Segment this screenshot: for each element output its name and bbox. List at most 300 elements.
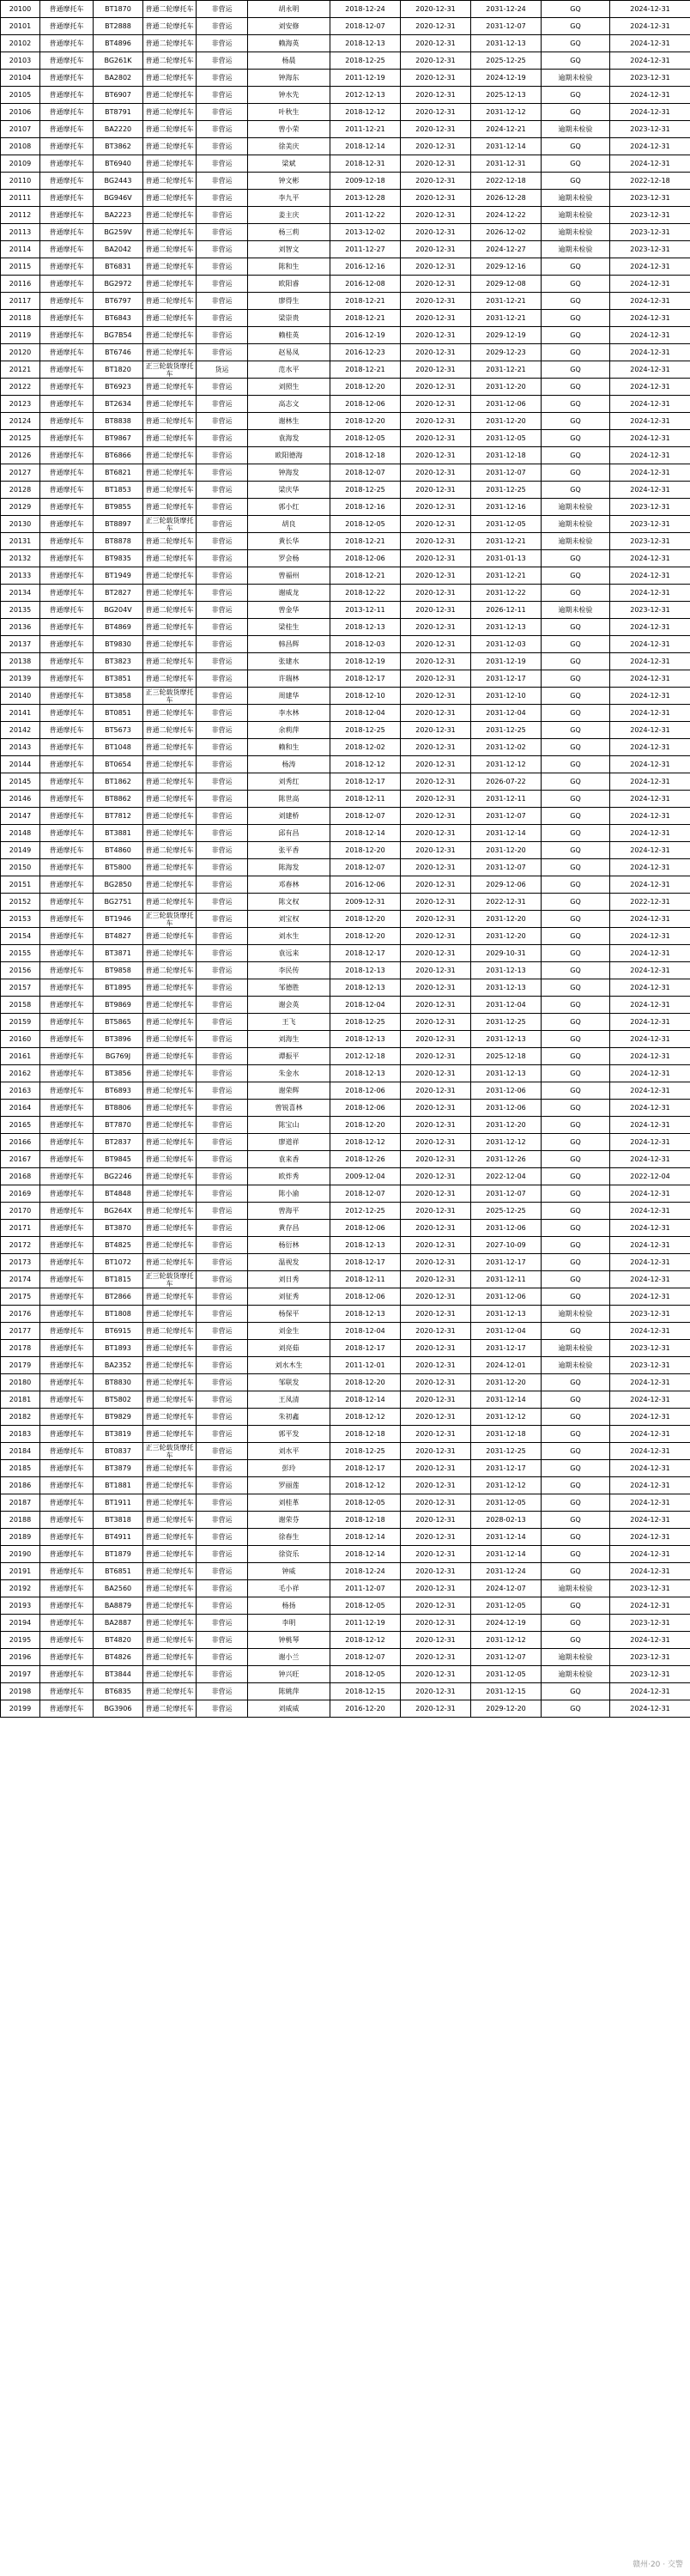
table-row — [1, 636, 690, 653]
vehicle-category-cell: 普通摩托车 — [40, 808, 94, 825]
vehicle-type-cell: 正三轮载货摩托车 — [143, 1443, 197, 1460]
vehicle-category-cell: 普通摩托车 — [40, 1391, 94, 1409]
inspection-date-cell: 2020-12-31 — [401, 1254, 471, 1271]
plate-number-cell: BT9867 — [94, 430, 143, 447]
table-row — [1, 739, 690, 756]
scrap-date-cell: 2031-12-20 — [471, 379, 542, 396]
valid-until-cell: 2024-12-31 — [610, 1683, 690, 1700]
vehicle-category-cell: 普通摩托车 — [40, 670, 94, 688]
vehicle-category-cell: 普通摩托车 — [40, 224, 94, 241]
status-cell: GQ — [542, 1374, 610, 1391]
inspection-date-cell: 2020-12-31 — [401, 739, 471, 756]
scrap-date-cell: 2031-12-12 — [471, 1409, 542, 1426]
vehicle-category-cell: 普通摩托车 — [40, 1271, 94, 1288]
valid-until-cell: 2023-12-31 — [610, 207, 690, 224]
registration-date-cell: 2012-12-18 — [330, 1048, 401, 1065]
usage-nature-cell: 非营运 — [197, 104, 248, 121]
plate-number-cell: BT3856 — [94, 1065, 143, 1082]
vehicle-type-cell: 普通二轮摩托车 — [143, 482, 197, 499]
vehicle-category-cell: 普通摩托车 — [40, 1563, 94, 1580]
status-cell: 逾期未检验 — [542, 1357, 610, 1374]
vehicle-category-cell: 普通摩托车 — [40, 1117, 94, 1134]
table-row — [1, 1151, 690, 1168]
table-row — [1, 430, 690, 447]
usage-nature-cell: 非营运 — [197, 1237, 248, 1254]
inspection-date-cell: 2020-12-31 — [401, 550, 471, 567]
registration-date-cell: 2018-12-13 — [330, 35, 401, 52]
row-number-cell: 20135 — [1, 602, 40, 619]
owner-name-cell: 钟威 — [248, 1563, 330, 1580]
plate-number-cell: BG264X — [94, 1203, 143, 1220]
vehicle-type-cell: 普通二轮摩托车 — [143, 87, 197, 104]
valid-until-cell: 2024-12-31 — [610, 1426, 690, 1443]
table-row — [1, 1, 690, 18]
usage-nature-cell: 货运 — [197, 361, 248, 379]
inspection-date-cell: 2020-12-31 — [401, 1014, 471, 1031]
scrap-date-cell: 2028-02-13 — [471, 1512, 542, 1529]
table-row — [1, 791, 690, 808]
vehicle-type-cell: 普通二轮摩托车 — [143, 1, 197, 18]
owner-name-cell: 陈宝山 — [248, 1117, 330, 1134]
plate-number-cell: BT3871 — [94, 945, 143, 962]
scrap-date-cell: 2031-12-06 — [471, 396, 542, 413]
inspection-date-cell: 2020-12-31 — [401, 1374, 471, 1391]
owner-name-cell: 陈和生 — [248, 258, 330, 276]
registration-date-cell: 2011-12-19 — [330, 70, 401, 87]
status-cell: GQ — [542, 1185, 610, 1203]
vehicle-category-cell: 普通摩托车 — [40, 1031, 94, 1048]
owner-name-cell: 许瑞林 — [248, 670, 330, 688]
inspection-date-cell: 2020-12-31 — [401, 1632, 471, 1649]
vehicle-category-cell: 普通摩托车 — [40, 1220, 94, 1237]
table-row — [1, 928, 690, 945]
valid-until-cell: 2024-12-31 — [610, 997, 690, 1014]
usage-nature-cell: 非营运 — [197, 962, 248, 979]
vehicle-category-cell: 普通摩托车 — [40, 190, 94, 207]
usage-nature-cell: 非营运 — [197, 344, 248, 361]
owner-name-cell: 刘建桥 — [248, 808, 330, 825]
vehicle-category-cell: 普通摩托车 — [40, 327, 94, 344]
usage-nature-cell: 非营运 — [197, 70, 248, 87]
inspection-date-cell: 2020-12-31 — [401, 808, 471, 825]
table-row — [1, 18, 690, 35]
owner-name-cell: 刘海生 — [248, 1031, 330, 1048]
vehicle-category-cell: 普通摩托车 — [40, 1134, 94, 1151]
vehicle-category-cell: 普通摩托车 — [40, 293, 94, 310]
registration-date-cell: 2018-12-20 — [330, 379, 401, 396]
plate-number-cell: BT0654 — [94, 756, 143, 773]
registration-date-cell: 2018-12-06 — [330, 1288, 401, 1306]
usage-nature-cell: 非营运 — [197, 928, 248, 945]
row-number-cell: 20149 — [1, 842, 40, 859]
table-row — [1, 1683, 690, 1700]
scrap-date-cell: 2031-12-07 — [471, 18, 542, 35]
scrap-date-cell: 2031-01-13 — [471, 550, 542, 567]
plate-number-cell: BT3818 — [94, 1512, 143, 1529]
usage-nature-cell: 非营运 — [197, 293, 248, 310]
inspection-date-cell: 2020-12-31 — [401, 430, 471, 447]
owner-name-cell: 黄存昌 — [248, 1220, 330, 1237]
row-number-cell: 20107 — [1, 121, 40, 138]
vehicle-type-cell: 普通二轮摩托车 — [143, 636, 197, 653]
vehicle-category-cell: 普通摩托车 — [40, 361, 94, 379]
owner-name-cell: 陈姚萍 — [248, 1683, 330, 1700]
vehicle-type-cell: 普通二轮摩托车 — [143, 653, 197, 670]
table-row — [1, 1597, 690, 1615]
usage-nature-cell: 非营运 — [197, 155, 248, 173]
vehicle-category-cell: 普通摩托车 — [40, 928, 94, 945]
usage-nature-cell: 非营运 — [197, 842, 248, 859]
registration-date-cell: 2013-12-28 — [330, 190, 401, 207]
inspection-date-cell: 2020-12-31 — [401, 1357, 471, 1374]
inspection-date-cell: 2020-12-31 — [401, 1031, 471, 1048]
registration-date-cell: 2018-12-05 — [330, 430, 401, 447]
usage-nature-cell: 非营运 — [197, 1391, 248, 1409]
registration-date-cell: 2018-12-21 — [330, 293, 401, 310]
row-number-cell: 20121 — [1, 361, 40, 379]
registration-date-cell: 2018-12-20 — [330, 842, 401, 859]
valid-until-cell: 2024-12-31 — [610, 1082, 690, 1100]
valid-until-cell: 2024-12-31 — [610, 344, 690, 361]
valid-until-cell: 2024-12-31 — [610, 1374, 690, 1391]
vehicle-type-cell: 正三轮载货摩托车 — [143, 516, 197, 533]
registration-date-cell: 2018-12-12 — [330, 1409, 401, 1426]
status-cell: GQ — [542, 310, 610, 327]
inspection-date-cell: 2020-12-31 — [401, 361, 471, 379]
status-cell: GQ — [542, 1100, 610, 1117]
scrap-date-cell: 2024-12-27 — [471, 241, 542, 258]
inspection-date-cell: 2020-12-31 — [401, 1477, 471, 1494]
plate-number-cell: BT3858 — [94, 688, 143, 705]
scrap-date-cell: 2031-12-13 — [471, 1306, 542, 1323]
row-number-cell: 20193 — [1, 1597, 40, 1615]
table-row — [1, 670, 690, 688]
table-row — [1, 1014, 690, 1031]
plate-number-cell: BT6843 — [94, 310, 143, 327]
scrap-date-cell: 2031-12-17 — [471, 1460, 542, 1477]
registration-date-cell: 2018-12-18 — [330, 447, 401, 464]
plate-number-cell: BT3881 — [94, 825, 143, 842]
plate-number-cell: BT6746 — [94, 344, 143, 361]
usage-nature-cell: 非营运 — [197, 52, 248, 70]
plate-number-cell: BT4896 — [94, 35, 143, 52]
registration-date-cell: 2013-12-02 — [330, 224, 401, 241]
usage-nature-cell: 非营运 — [197, 1271, 248, 1288]
inspection-date-cell: 2020-12-31 — [401, 482, 471, 499]
valid-until-cell: 2024-12-31 — [610, 1031, 690, 1048]
usage-nature-cell: 非营运 — [197, 1306, 248, 1323]
owner-name-cell: 胡良 — [248, 516, 330, 533]
valid-until-cell: 2024-12-31 — [610, 1, 690, 18]
owner-name-cell: 朱初鑫 — [248, 1409, 330, 1426]
status-cell: GQ — [542, 636, 610, 653]
table-row — [1, 808, 690, 825]
owner-name-cell: 曾小荣 — [248, 121, 330, 138]
valid-until-cell: 2023-12-31 — [610, 190, 690, 207]
vehicle-category-cell: 普通摩托车 — [40, 396, 94, 413]
table-row — [1, 207, 690, 224]
inspection-date-cell: 2020-12-31 — [401, 619, 471, 636]
scrap-date-cell: 2029-12-08 — [471, 276, 542, 293]
vehicle-type-cell: 普通二轮摩托车 — [143, 842, 197, 859]
row-number-cell: 20168 — [1, 1168, 40, 1185]
vehicle-category-cell: 普通摩托车 — [40, 1512, 94, 1529]
valid-until-cell: 2024-12-31 — [610, 550, 690, 567]
valid-until-cell: 2022-12-31 — [610, 894, 690, 911]
registration-date-cell: 2018-12-16 — [330, 499, 401, 516]
status-cell: GQ — [542, 1443, 610, 1460]
scrap-date-cell: 2031-12-20 — [471, 1117, 542, 1134]
valid-until-cell: 2023-12-31 — [610, 224, 690, 241]
vehicle-type-cell: 普通二轮摩托车 — [143, 602, 197, 619]
usage-nature-cell: 非营运 — [197, 997, 248, 1014]
registration-date-cell: 2018-12-10 — [330, 688, 401, 705]
usage-nature-cell: 非营运 — [197, 173, 248, 190]
registration-date-cell: 2018-12-17 — [330, 1340, 401, 1357]
vehicle-category-cell: 普通摩托车 — [40, 722, 94, 739]
usage-nature-cell: 非营运 — [197, 705, 248, 722]
owner-name-cell: 刘金生 — [248, 1323, 330, 1340]
scrap-date-cell: 2031-12-25 — [471, 1443, 542, 1460]
vehicle-type-cell: 正三轮载货摩托车 — [143, 911, 197, 928]
usage-nature-cell: 非营运 — [197, 190, 248, 207]
usage-nature-cell: 非营运 — [197, 688, 248, 705]
owner-name-cell: 赵易凤 — [248, 344, 330, 361]
registration-date-cell: 2013-12-11 — [330, 602, 401, 619]
plate-number-cell: BT2634 — [94, 396, 143, 413]
vehicle-type-cell: 普通二轮摩托车 — [143, 276, 197, 293]
inspection-date-cell: 2020-12-31 — [401, 293, 471, 310]
row-number-cell: 20181 — [1, 1391, 40, 1409]
row-number-cell: 20106 — [1, 104, 40, 121]
plate-number-cell: BT6893 — [94, 1082, 143, 1100]
plate-number-cell: BT3862 — [94, 138, 143, 155]
usage-nature-cell: 非营运 — [197, 602, 248, 619]
valid-until-cell: 2024-12-31 — [610, 1546, 690, 1563]
status-cell: GQ — [542, 962, 610, 979]
plate-number-cell: BT4827 — [94, 928, 143, 945]
row-number-cell: 20125 — [1, 430, 40, 447]
table-row — [1, 1512, 690, 1529]
valid-until-cell: 2024-12-31 — [610, 756, 690, 773]
usage-nature-cell: 非营运 — [197, 447, 248, 464]
scrap-date-cell: 2031-12-21 — [471, 361, 542, 379]
owner-name-cell: 徐资乐 — [248, 1546, 330, 1563]
vehicle-type-cell: 普通二轮摩托车 — [143, 121, 197, 138]
vehicle-type-cell: 普通二轮摩托车 — [143, 70, 197, 87]
table-row — [1, 516, 690, 533]
owner-name-cell: 赖桂英 — [248, 327, 330, 344]
vehicle-category-cell: 普通摩托车 — [40, 1649, 94, 1666]
owner-name-cell: 曾锐喜林 — [248, 1100, 330, 1117]
valid-until-cell: 2023-12-31 — [610, 1666, 690, 1683]
status-cell: GQ — [542, 1683, 610, 1700]
vehicle-type-cell: 普通二轮摩托车 — [143, 1082, 197, 1100]
valid-until-cell: 2024-12-31 — [610, 688, 690, 705]
status-cell: GQ — [542, 619, 610, 636]
vehicle-type-cell: 普通二轮摩托车 — [143, 1546, 197, 1563]
usage-nature-cell: 非营运 — [197, 533, 248, 550]
scrap-date-cell: 2031-12-06 — [471, 1082, 542, 1100]
owner-name-cell: 杨保平 — [248, 1306, 330, 1323]
inspection-date-cell: 2020-12-31 — [401, 1288, 471, 1306]
status-cell: GQ — [542, 276, 610, 293]
registration-date-cell: 2018-12-07 — [330, 18, 401, 35]
vehicle-type-cell: 普通二轮摩托车 — [143, 1220, 197, 1237]
vehicle-type-cell: 普通二轮摩托车 — [143, 1340, 197, 1357]
row-number-cell: 20146 — [1, 791, 40, 808]
valid-until-cell: 2024-12-31 — [610, 1323, 690, 1340]
table-row — [1, 1185, 690, 1203]
registration-date-cell: 2018-12-14 — [330, 1546, 401, 1563]
table-row — [1, 567, 690, 585]
status-cell: GQ — [542, 1546, 610, 1563]
plate-number-cell: BT9855 — [94, 499, 143, 516]
status-cell: GQ — [542, 550, 610, 567]
table-row — [1, 379, 690, 396]
inspection-date-cell: 2020-12-31 — [401, 945, 471, 962]
table-row — [1, 722, 690, 739]
vehicle-category-cell: 普通摩托车 — [40, 1306, 94, 1323]
table-row — [1, 1203, 690, 1220]
registration-date-cell: 2011-12-27 — [330, 241, 401, 258]
plate-number-cell: BA2223 — [94, 207, 143, 224]
usage-nature-cell: 非营运 — [197, 464, 248, 482]
scrap-date-cell: 2031-12-17 — [471, 1254, 542, 1271]
owner-name-cell: 曾海平 — [248, 1203, 330, 1220]
registration-date-cell: 2009-12-04 — [330, 1168, 401, 1185]
registration-date-cell: 2018-12-06 — [330, 1100, 401, 1117]
plate-number-cell: BT1072 — [94, 1254, 143, 1271]
status-cell: GQ — [542, 430, 610, 447]
vehicle-type-cell: 普通二轮摩托车 — [143, 791, 197, 808]
owner-name-cell: 曾金华 — [248, 602, 330, 619]
usage-nature-cell: 非营运 — [197, 1357, 248, 1374]
row-number-cell: 20147 — [1, 808, 40, 825]
vehicle-type-cell: 普通二轮摩托车 — [143, 876, 197, 894]
scrap-date-cell: 2031-12-13 — [471, 1065, 542, 1082]
table-row — [1, 688, 690, 705]
scrap-date-cell: 2027-10-09 — [471, 1237, 542, 1254]
owner-name-cell: 钟文彬 — [248, 173, 330, 190]
inspection-date-cell: 2020-12-31 — [401, 121, 471, 138]
usage-nature-cell: 非营运 — [197, 276, 248, 293]
vehicle-category-cell: 普通摩托车 — [40, 791, 94, 808]
owner-name-cell: 黄长华 — [248, 533, 330, 550]
scrap-date-cell: 2022-12-18 — [471, 173, 542, 190]
table-row — [1, 997, 690, 1014]
row-number-cell: 20194 — [1, 1615, 40, 1632]
plate-number-cell: BT4869 — [94, 619, 143, 636]
row-number-cell: 20190 — [1, 1546, 40, 1563]
table-row — [1, 1666, 690, 1683]
vehicle-category-cell: 普通摩托车 — [40, 464, 94, 482]
valid-until-cell: 2023-12-31 — [610, 1306, 690, 1323]
scrap-date-cell: 2031-12-11 — [471, 1271, 542, 1288]
status-cell: GQ — [542, 155, 610, 173]
scrap-date-cell: 2025-12-25 — [471, 52, 542, 70]
status-cell: GQ — [542, 396, 610, 413]
valid-until-cell: 2024-12-31 — [610, 722, 690, 739]
table-row — [1, 258, 690, 276]
status-cell: GQ — [542, 1563, 610, 1580]
status-cell: GQ — [542, 1065, 610, 1082]
table-row — [1, 361, 690, 379]
vehicle-category-cell: 普通摩托车 — [40, 1443, 94, 1460]
vehicle-category-cell: 普通摩托车 — [40, 1632, 94, 1649]
inspection-date-cell: 2020-12-31 — [401, 1065, 471, 1082]
registration-date-cell: 2018-12-12 — [330, 1134, 401, 1151]
owner-name-cell: 欧炸秀 — [248, 1168, 330, 1185]
owner-name-cell: 钟兴旺 — [248, 1666, 330, 1683]
row-number-cell: 20198 — [1, 1683, 40, 1700]
row-number-cell: 20123 — [1, 396, 40, 413]
usage-nature-cell: 非营运 — [197, 1443, 248, 1460]
owner-name-cell: 罗丽莲 — [248, 1477, 330, 1494]
status-cell: GQ — [542, 1048, 610, 1065]
registration-date-cell: 2018-12-13 — [330, 979, 401, 997]
vehicle-type-cell: 普通二轮摩托车 — [143, 705, 197, 722]
plate-number-cell: BA2220 — [94, 121, 143, 138]
owner-name-cell: 李明 — [248, 1615, 330, 1632]
inspection-date-cell: 2020-12-31 — [401, 825, 471, 842]
row-number-cell: 20192 — [1, 1580, 40, 1597]
inspection-date-cell: 2020-12-31 — [401, 1683, 471, 1700]
table-row — [1, 1615, 690, 1632]
scrap-date-cell: 2031-12-05 — [471, 1597, 542, 1615]
table-row — [1, 1271, 690, 1288]
table-row — [1, 1100, 690, 1117]
valid-until-cell: 2024-12-31 — [610, 87, 690, 104]
row-number-cell: 20108 — [1, 138, 40, 155]
vehicle-category-cell: 普通摩托车 — [40, 276, 94, 293]
plate-number-cell: BT4825 — [94, 1237, 143, 1254]
vehicle-category-cell: 普通摩托车 — [40, 1426, 94, 1443]
vehicle-category-cell: 普通摩托车 — [40, 173, 94, 190]
vehicle-category-cell: 普通摩托车 — [40, 979, 94, 997]
vehicle-category-cell: 普通摩托车 — [40, 18, 94, 35]
status-cell: GQ — [542, 1237, 610, 1254]
scrap-date-cell: 2031-12-24 — [471, 1, 542, 18]
registration-date-cell: 2018-12-25 — [330, 1443, 401, 1460]
vehicle-type-cell: 普通二轮摩托车 — [143, 379, 197, 396]
scrap-date-cell: 2025-12-13 — [471, 87, 542, 104]
row-number-cell: 20164 — [1, 1100, 40, 1117]
registration-date-cell: 2011-12-22 — [330, 207, 401, 224]
vehicle-type-cell: 普通二轮摩托车 — [143, 1494, 197, 1512]
scrap-date-cell: 2031-12-16 — [471, 499, 542, 516]
owner-name-cell: 欧阳德海 — [248, 447, 330, 464]
row-number-cell: 20159 — [1, 1014, 40, 1031]
vehicle-category-cell: 普通摩托车 — [40, 894, 94, 911]
inspection-date-cell: 2020-12-31 — [401, 327, 471, 344]
valid-until-cell: 2024-12-31 — [610, 585, 690, 602]
plate-number-cell: BT9829 — [94, 1409, 143, 1426]
row-number-cell: 20127 — [1, 464, 40, 482]
valid-until-cell: 2024-12-31 — [610, 619, 690, 636]
owner-name-cell: 郭平发 — [248, 1426, 330, 1443]
plate-number-cell: BT4860 — [94, 842, 143, 859]
table-row — [1, 1357, 690, 1374]
inspection-date-cell: 2020-12-31 — [401, 928, 471, 945]
table-row — [1, 155, 690, 173]
inspection-date-cell: 2020-12-31 — [401, 1082, 471, 1100]
scrap-date-cell: 2031-12-21 — [471, 567, 542, 585]
inspection-date-cell: 2020-12-31 — [401, 1700, 471, 1718]
vehicle-category-cell: 普通摩托车 — [40, 447, 94, 464]
inspection-date-cell: 2020-12-31 — [401, 18, 471, 35]
table-row — [1, 1082, 690, 1100]
